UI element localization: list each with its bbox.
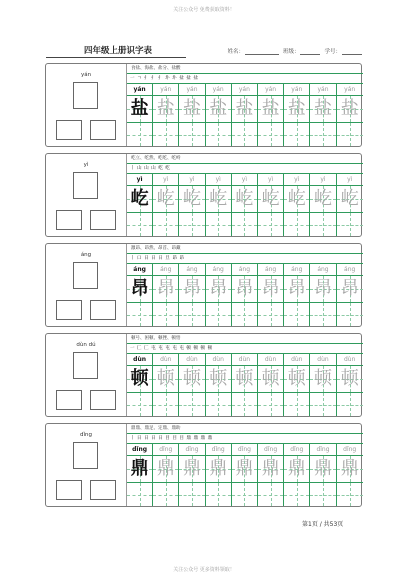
cell-pinyin: yì (232, 174, 257, 186)
cell-pinyin: yán (232, 84, 257, 96)
grid-cell[interactable] (310, 84, 336, 146)
cell-pinyin: yì (258, 174, 283, 186)
grid-cell[interactable] (127, 444, 153, 506)
grid-cell[interactable] (179, 264, 205, 326)
cell-char: 屹 (340, 188, 359, 209)
tian-box (258, 366, 283, 393)
blank-writing-row[interactable] (310, 123, 335, 146)
blank-writing-row[interactable] (127, 213, 152, 236)
word-box[interactable] (56, 120, 82, 140)
cell-char: 昂 (156, 278, 175, 299)
pinyin-label: yán (80, 72, 92, 78)
tian-box (153, 276, 178, 303)
copy-grid (127, 264, 363, 326)
tian-box (284, 456, 309, 483)
tian-box (179, 186, 204, 213)
cell-char: 屹 (313, 188, 332, 209)
char-writing-box[interactable] (73, 262, 98, 289)
grid-cell[interactable] (153, 174, 179, 236)
cell-char: 顿 (156, 368, 175, 389)
tian-box (310, 276, 335, 303)
cell-char: 昂 (340, 278, 359, 299)
cell-char: 盐 (313, 98, 332, 119)
page-header (46, 43, 362, 57)
grid-cell[interactable] (127, 354, 153, 416)
cell-pinyin: yì (284, 174, 309, 186)
blank-writing-row[interactable] (284, 483, 309, 506)
cell-pinyin: yán (310, 84, 335, 96)
blank-writing-row[interactable] (284, 303, 309, 326)
word-list: 顿号、困顿、顿挫、顿悟 (127, 334, 363, 344)
word-list: 屹立、屹然、屹屹、屹峙 (127, 154, 363, 164)
blank-writing-row[interactable] (337, 303, 363, 326)
grid-cell[interactable] (284, 354, 310, 416)
cell-pinyin: áng (337, 264, 363, 276)
cell-pinyin: yán (284, 84, 309, 96)
cell-char: 盐 (156, 98, 175, 119)
cell-pinyin: áng (310, 264, 335, 276)
grid-cell[interactable] (179, 174, 205, 236)
cell-pinyin: dùn (232, 354, 257, 366)
blank-writing-row[interactable] (284, 213, 309, 236)
practice-pane (46, 334, 126, 416)
page-title: 四年级上册识字表 (84, 46, 153, 56)
cell-pinyin: dùn (206, 354, 231, 366)
cell-char: 盐 (182, 98, 201, 119)
tian-box (179, 456, 204, 483)
grid-cell[interactable] (206, 264, 232, 326)
tian-box (206, 276, 231, 303)
page-number: 第1页 / 共53页 (302, 521, 344, 528)
student-id-label: 学号： (324, 49, 341, 55)
class-label: 班级： (282, 49, 300, 55)
class-field[interactable] (283, 47, 321, 55)
grid-cell[interactable] (337, 354, 363, 416)
cell-pinyin: áng (153, 264, 178, 276)
tian-box (153, 456, 178, 483)
blank-writing-row[interactable] (284, 123, 309, 146)
blank-writing-row[interactable] (179, 123, 204, 146)
grid-cell[interactable] (206, 444, 232, 506)
tian-box (337, 96, 363, 123)
cell-char: 屹 (182, 188, 201, 209)
cell-char: 盐 (235, 98, 254, 119)
blank-writing-row[interactable] (310, 213, 335, 236)
copy-grid (127, 84, 363, 146)
blank-writing-row[interactable] (206, 483, 231, 506)
blank-writing-row[interactable] (206, 123, 231, 146)
watermark-top: 关注公众号 免费获取资料！ (173, 7, 235, 13)
tian-box (337, 456, 363, 483)
cell-char: 盐 (130, 98, 149, 119)
char-card (45, 153, 362, 237)
grid-cell[interactable] (153, 444, 179, 506)
cell-char: 昂 (287, 278, 306, 299)
tian-box (284, 96, 309, 123)
grid-cell[interactable] (258, 354, 284, 416)
tian-box (232, 96, 257, 123)
blank-writing-row[interactable] (258, 303, 283, 326)
cell-char: 屹 (287, 188, 306, 209)
practice-pane (46, 244, 126, 326)
tian-box (206, 96, 231, 123)
copy-pane (126, 64, 363, 146)
grid-cell[interactable] (232, 354, 258, 416)
cell-char: 鼎 (340, 458, 359, 479)
word-box[interactable] (90, 210, 116, 230)
cell-char: 屹 (130, 188, 149, 209)
blank-writing-row[interactable] (153, 303, 178, 326)
blank-writing-row[interactable] (310, 483, 335, 506)
grid-cell[interactable] (310, 264, 336, 326)
grid-cell[interactable] (337, 444, 363, 506)
student-id-blank[interactable] (342, 54, 362, 55)
cell-pinyin: dǐng (310, 444, 335, 456)
tian-box (232, 276, 257, 303)
char-writing-box[interactable] (73, 82, 98, 109)
blank-writing-row[interactable] (258, 213, 283, 236)
cell-char: 鼎 (130, 458, 149, 479)
cell-pinyin: yán (127, 84, 152, 96)
grid-cell[interactable] (258, 174, 284, 236)
blank-writing-row[interactable] (206, 303, 231, 326)
blank-writing-row[interactable] (284, 393, 309, 416)
stroke-order: 丨 口 日 日 日 旦 昂 昂 (127, 254, 363, 264)
blank-writing-row[interactable] (258, 393, 283, 416)
tian-box (179, 96, 204, 123)
cell-char: 屹 (261, 188, 280, 209)
cell-pinyin: dǐng (179, 444, 204, 456)
blank-writing-row[interactable] (337, 393, 363, 416)
cell-char: 盐 (340, 98, 359, 119)
grid-cell[interactable] (179, 354, 205, 416)
word-box[interactable] (90, 300, 116, 320)
cell-char: 顿 (261, 368, 280, 389)
grid-cell[interactable] (310, 174, 336, 236)
tian-box (284, 276, 309, 303)
grid-cell[interactable] (127, 84, 153, 146)
copy-pane (126, 424, 363, 506)
char-card (45, 333, 362, 417)
grid-cell[interactable] (153, 354, 179, 416)
copy-grid (127, 444, 363, 506)
name-label: 姓名： (227, 49, 244, 55)
grid-cell[interactable] (232, 264, 258, 326)
cell-pinyin: dǐng (232, 444, 257, 456)
tian-box (337, 186, 363, 213)
blank-writing-row[interactable] (153, 393, 178, 416)
cell-pinyin: yán (153, 84, 178, 96)
tian-box (127, 366, 152, 393)
blank-writing-row[interactable] (337, 483, 363, 506)
word-list: 食盐、海盐、盐分、盐酸 (127, 64, 363, 74)
cell-char: 昂 (209, 278, 228, 299)
cell-pinyin: dǐng (258, 444, 283, 456)
pinyin-label: áng (80, 252, 92, 258)
cell-pinyin: áng (232, 264, 257, 276)
tian-box (258, 456, 283, 483)
blank-writing-row[interactable] (206, 393, 231, 416)
tian-box (206, 186, 231, 213)
tian-box (232, 366, 257, 393)
grid-cell[interactable] (179, 84, 205, 146)
cell-char: 盐 (261, 98, 280, 119)
cell-char: 盐 (287, 98, 306, 119)
cell-pinyin: yán (337, 84, 363, 96)
tian-box (179, 366, 204, 393)
cell-char: 顿 (313, 368, 332, 389)
char-card (45, 63, 362, 147)
tian-box (127, 456, 152, 483)
blank-writing-row[interactable] (232, 123, 257, 146)
grid-cell[interactable] (337, 84, 363, 146)
blank-writing-row[interactable] (127, 393, 152, 416)
grid-cell[interactable] (284, 174, 310, 236)
title-underline (46, 57, 186, 58)
cell-pinyin: yán (206, 84, 231, 96)
copy-pane (126, 244, 363, 326)
grid-cell[interactable] (284, 84, 310, 146)
tian-box (337, 366, 363, 393)
stroke-order: 丨 山 山 山 屹 屹 (127, 164, 363, 174)
cell-pinyin: dǐng (337, 444, 363, 456)
student-id-field[interactable] (324, 47, 362, 55)
cell-pinyin: yì (127, 174, 152, 186)
tian-box (127, 96, 152, 123)
copy-pane (126, 334, 363, 416)
tian-box (179, 276, 204, 303)
grid-cell[interactable] (258, 264, 284, 326)
grid-cell[interactable] (258, 84, 284, 146)
cell-char: 昂 (130, 278, 149, 299)
cell-pinyin: áng (206, 264, 231, 276)
word-box[interactable] (90, 390, 116, 410)
pinyin-label: dùn dú (76, 342, 96, 348)
grid-cell[interactable] (153, 84, 179, 146)
blank-writing-row[interactable] (258, 483, 283, 506)
cell-char: 鼎 (182, 458, 201, 479)
word-box[interactable] (56, 390, 82, 410)
blank-writing-row[interactable] (337, 213, 363, 236)
cell-char: 鼎 (313, 458, 332, 479)
stroke-order: 丨 日 日 日 日 目 目 目 鼎 鼎 鼎 鼎 (127, 434, 363, 444)
tian-box (310, 96, 335, 123)
cell-char: 鼎 (156, 458, 175, 479)
tian-box (310, 456, 335, 483)
blank-writing-row[interactable] (179, 213, 204, 236)
copy-pane (126, 154, 363, 236)
practice-pane (46, 424, 126, 506)
grid-cell[interactable] (310, 444, 336, 506)
cell-char: 盐 (209, 98, 228, 119)
blank-writing-row[interactable] (258, 123, 283, 146)
pinyin-label: dǐng (80, 432, 92, 438)
cell-char: 顿 (182, 368, 201, 389)
word-box[interactable] (56, 480, 82, 500)
tian-box (258, 96, 283, 123)
grid-cell[interactable] (232, 84, 258, 146)
cell-pinyin: áng (127, 264, 152, 276)
char-writing-box[interactable] (73, 442, 98, 469)
practice-pane (46, 154, 126, 236)
grid-cell[interactable] (206, 174, 232, 236)
cell-char: 屹 (209, 188, 228, 209)
blank-writing-row[interactable] (232, 483, 257, 506)
tian-box (310, 186, 335, 213)
tian-box (232, 186, 257, 213)
cell-pinyin: dùn (284, 354, 309, 366)
blank-writing-row[interactable] (127, 123, 152, 146)
blank-writing-row[interactable] (153, 123, 178, 146)
name-blank[interactable] (245, 54, 279, 55)
cell-pinyin: áng (179, 264, 204, 276)
tian-box (337, 276, 363, 303)
watermark-bottom: 关注公众号 更多资料领取！ (173, 567, 235, 573)
cell-pinyin: dùn (337, 354, 363, 366)
grid-cell[interactable] (284, 444, 310, 506)
cell-pinyin: dǐng (127, 444, 152, 456)
grid-cell[interactable] (310, 354, 336, 416)
blank-writing-row[interactable] (179, 393, 204, 416)
grid-cell[interactable] (153, 264, 179, 326)
blank-writing-row[interactable] (232, 303, 257, 326)
grid-cell[interactable] (179, 444, 205, 506)
cell-char: 鼎 (235, 458, 254, 479)
word-list: 激昂、昂然、昂首、昂藏 (127, 244, 363, 254)
grid-cell[interactable] (127, 264, 153, 326)
word-box[interactable] (56, 300, 82, 320)
word-box[interactable] (90, 480, 116, 500)
tian-box (153, 96, 178, 123)
pinyin-label: yì (83, 162, 89, 168)
blank-writing-row[interactable] (232, 213, 257, 236)
cell-pinyin: dùn (258, 354, 283, 366)
cell-pinyin: yán (179, 84, 204, 96)
grid-cell[interactable] (284, 264, 310, 326)
cell-char: 昂 (235, 278, 254, 299)
cell-pinyin: áng (284, 264, 309, 276)
char-card (45, 243, 362, 327)
tian-box (206, 366, 231, 393)
stroke-order: 一 匚 匚 屯 屯 屯 屯 屯 顿 顿 顿 顿 (127, 344, 363, 354)
cell-pinyin: yì (337, 174, 363, 186)
blank-writing-row[interactable] (179, 483, 204, 506)
blank-writing-row[interactable] (337, 123, 363, 146)
cell-pinyin: dùn (153, 354, 178, 366)
grid-cell[interactable] (337, 264, 363, 326)
cell-pinyin: dǐng (284, 444, 309, 456)
blank-writing-row[interactable] (127, 483, 152, 506)
grid-cell[interactable] (258, 444, 284, 506)
cell-pinyin: yì (206, 174, 231, 186)
cell-char: 顿 (235, 368, 254, 389)
cell-pinyin: áng (258, 264, 283, 276)
grid-cell[interactable] (127, 174, 153, 236)
blank-writing-row[interactable] (310, 303, 335, 326)
cell-char: 昂 (313, 278, 332, 299)
tian-box (206, 456, 231, 483)
tian-box (284, 186, 309, 213)
cell-char: 昂 (261, 278, 280, 299)
grid-cell[interactable] (232, 174, 258, 236)
cell-char: 屹 (235, 188, 254, 209)
blank-writing-row[interactable] (153, 483, 178, 506)
tian-box (258, 276, 283, 303)
tian-box (127, 276, 152, 303)
cell-pinyin: dùn (310, 354, 335, 366)
name-field[interactable] (227, 47, 279, 55)
cell-char: 屹 (156, 188, 175, 209)
cell-pinyin: dùn (179, 354, 204, 366)
word-list: 鼎鼎、鼎足、定鼎、鼎助 (127, 424, 363, 434)
blank-writing-row[interactable] (127, 303, 152, 326)
cell-char: 顿 (287, 368, 306, 389)
blank-writing-row[interactable] (206, 213, 231, 236)
cell-char: 鼎 (209, 458, 228, 479)
grid-cell[interactable] (206, 84, 232, 146)
cell-char: 顿 (209, 368, 228, 389)
blank-writing-row[interactable] (179, 303, 204, 326)
cell-char: 昂 (182, 278, 201, 299)
stroke-order: 一 ㄱ 扌 扌 扌 圤 圤 盐 盐 盐 (127, 74, 363, 84)
grid-cell[interactable] (232, 444, 258, 506)
class-blank[interactable] (300, 54, 320, 55)
cell-char: 顿 (340, 368, 359, 389)
word-box[interactable] (56, 210, 82, 230)
copy-grid (127, 354, 363, 416)
tian-box (232, 456, 257, 483)
practice-pane (46, 64, 126, 146)
blank-writing-row[interactable] (153, 213, 178, 236)
char-writing-box[interactable] (73, 172, 98, 199)
grid-cell[interactable] (206, 354, 232, 416)
copy-grid (127, 174, 363, 236)
cell-pinyin: dǐng (206, 444, 231, 456)
tian-box (310, 366, 335, 393)
tian-box (153, 366, 178, 393)
cell-pinyin: dùn (127, 354, 152, 366)
cell-pinyin: dǐng (153, 444, 178, 456)
tian-box (127, 186, 152, 213)
cell-pinyin: yì (310, 174, 335, 186)
cell-pinyin: yì (179, 174, 204, 186)
cell-pinyin: yán (258, 84, 283, 96)
tian-box (258, 186, 283, 213)
cell-char: 鼎 (261, 458, 280, 479)
blank-writing-row[interactable] (310, 393, 335, 416)
cell-pinyin: yì (153, 174, 178, 186)
tian-box (153, 186, 178, 213)
cell-char: 鼎 (287, 458, 306, 479)
word-box[interactable] (90, 120, 116, 140)
char-writing-box[interactable] (73, 352, 98, 379)
student-fields (227, 47, 362, 55)
grid-cell[interactable] (337, 174, 363, 236)
cell-char: 顿 (130, 368, 149, 389)
char-card (45, 423, 362, 507)
tian-box (284, 366, 309, 393)
blank-writing-row[interactable] (232, 393, 257, 416)
